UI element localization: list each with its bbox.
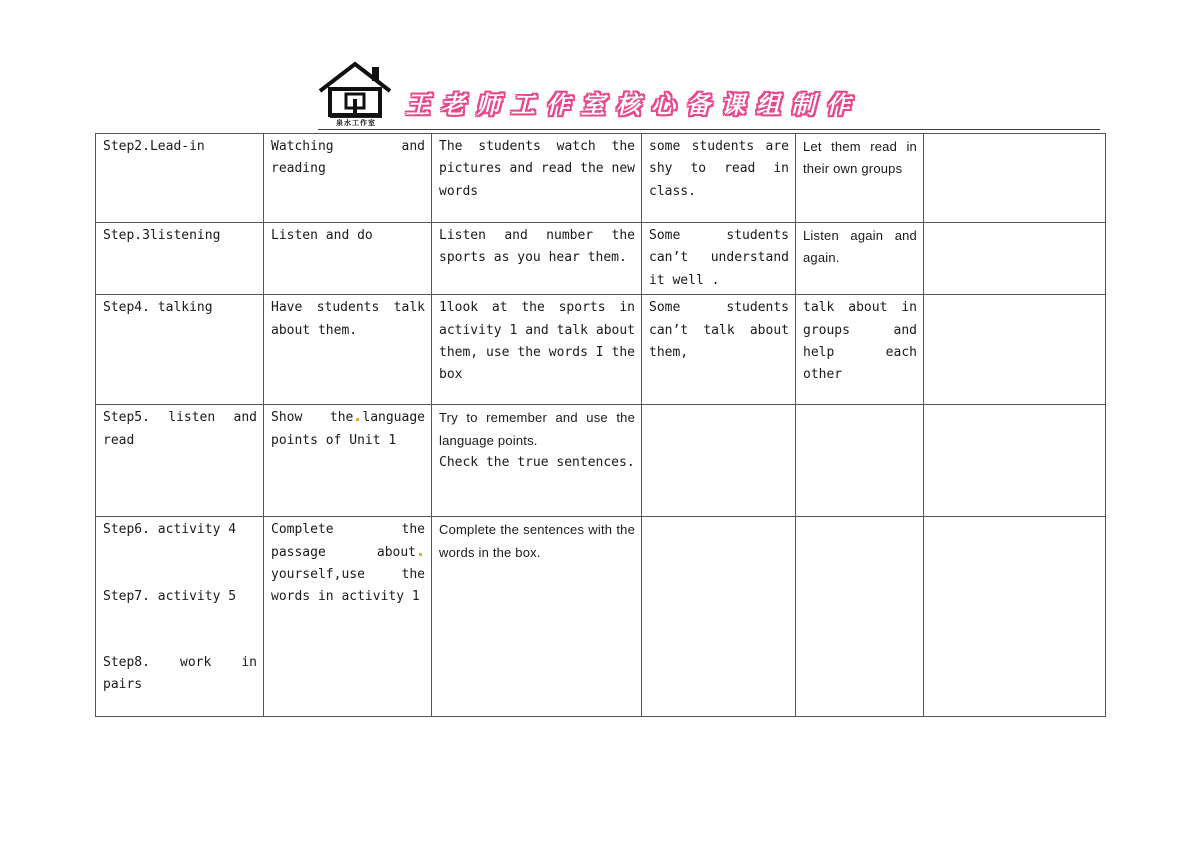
student-text-b: Check the true sentences. <box>439 455 635 471</box>
step-text-b: Step7. activity 5 <box>103 588 237 604</box>
teacher-activity-cell <box>264 405 432 517</box>
student-activity-cell: Listen and number the sports as you hear them. <box>432 223 642 295</box>
teacher-activity-cell <box>264 517 432 717</box>
teacher-text-b: yourself,use the words in activity 1 <box>271 567 425 605</box>
solution-cell: talk about in groups and help each other <box>796 295 924 405</box>
studio-logo <box>318 61 392 129</box>
header-divider <box>318 129 1100 130</box>
solution-cell: Listen again and again. <box>796 223 924 295</box>
difficulty-cell: Some students can’t understand it well . <box>642 223 796 295</box>
step-cell: Step2.Lead-in <box>96 134 264 223</box>
teacher-activity-cell: Have students talk about them. <box>264 295 432 405</box>
step-cell: Step4. talking <box>96 295 264 405</box>
logo-caption: 泉水工作室 <box>330 117 382 128</box>
note-cell <box>924 223 1106 295</box>
table-row <box>96 517 1106 717</box>
note-cell <box>924 134 1106 223</box>
table-row <box>96 295 1106 405</box>
solution-cell: Let them read in their own groups <box>796 134 924 223</box>
student-text-a: Try to remember and use the language points. <box>439 410 635 448</box>
difficulty-cell: some students are shy to read in class. <box>642 134 796 223</box>
teacher-text-a: Complete the passage about <box>271 522 425 560</box>
solution-cell <box>796 405 924 517</box>
step-text-c: Step8. work in pairs <box>103 655 257 693</box>
difficulty-cell <box>642 405 796 517</box>
step-text-a: Step6. activity 4 <box>103 522 237 538</box>
teacher-activity-cell: Listen and do <box>264 223 432 295</box>
student-activity-cell: The students watch the pictures and read the new words <box>432 134 642 223</box>
table-row <box>96 223 1106 295</box>
note-cell <box>924 295 1106 405</box>
solution-cell <box>796 517 924 717</box>
page-header <box>318 60 898 130</box>
difficulty-cell <box>642 517 796 717</box>
student-activity-cell: Complete the sentences with the words in the box. <box>432 517 642 717</box>
note-cell <box>924 405 1106 517</box>
brand-title: 王老师工作室核心备课组制作 <box>406 90 861 119</box>
lesson-plan-table <box>95 133 1106 717</box>
table-row <box>96 134 1106 223</box>
teacher-text-a: Show the <box>271 410 354 426</box>
difficulty-cell: Some students can’t talk about them, <box>642 295 796 405</box>
step-cell: Step5. listen and read <box>96 405 264 517</box>
step-cell <box>96 517 264 717</box>
marker-dot <box>419 553 422 556</box>
teacher-activity-cell: Watching and reading <box>264 134 432 223</box>
teacher-text-b: language points of Unit 1 <box>271 410 425 448</box>
student-activity-cell <box>432 405 642 517</box>
house-icon <box>318 61 392 119</box>
student-activity-cell: 1look at the sports in activity 1 and talk about them, use the words I the box <box>432 295 642 405</box>
marker-dot <box>356 418 359 421</box>
note-cell <box>924 517 1106 717</box>
step-cell: Step.3listening <box>96 223 264 295</box>
table-row <box>96 405 1106 517</box>
